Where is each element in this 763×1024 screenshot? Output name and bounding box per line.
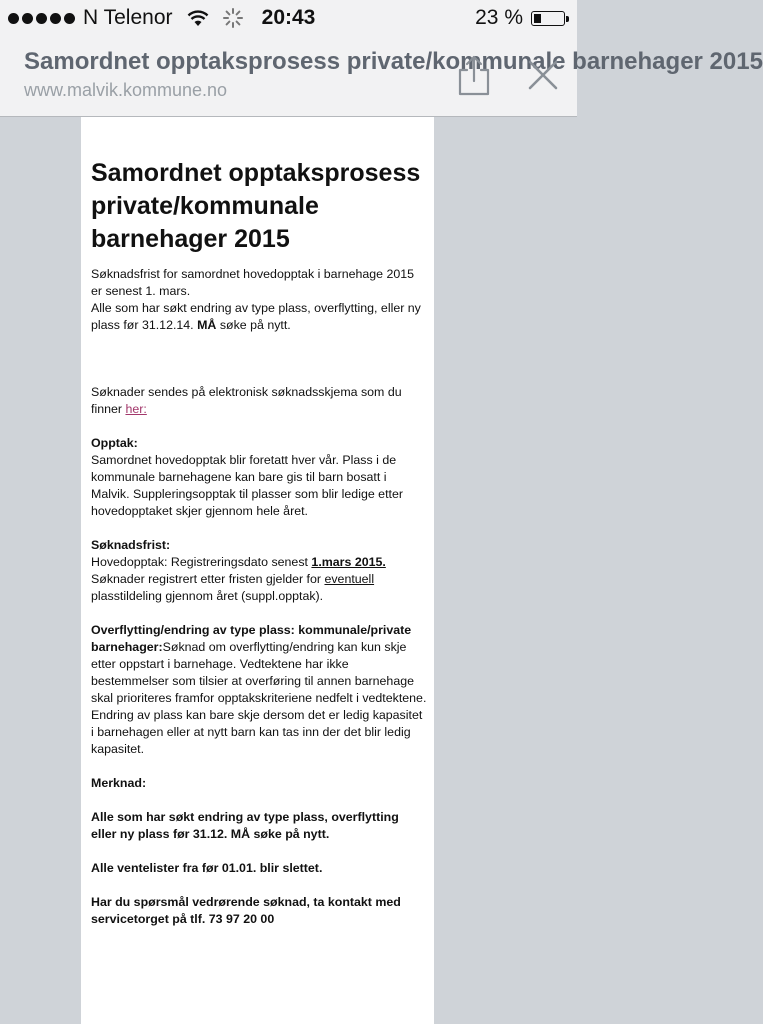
- intro-line-2-end: søke på nytt.: [219, 318, 291, 332]
- page-content: [81, 117, 434, 1024]
- frist-eventuell: eventuell: [324, 572, 375, 586]
- intro-line-2: Alle som har søkt endring av type plass, overflytting, eller ny plass før 31.12.14.: [91, 301, 421, 332]
- apply-text: Søknader sendes på elektronisk søknadsskjema som du finner: [91, 385, 402, 416]
- overflytting-text: Søknad om overflytting/endring kan kun skje etter oppstart i barnehage. Vedtektene har ikke bestemmelser som tilsier at overføring til annen barnehage skal prioriteres framfor opptakskriteriene nedfelt i vedtektene.: [91, 640, 427, 705]
- endring-text: Endring av plass kan bare skje dersom det er ledig kapasitet i barnehagen eller at nytt barn kan tas inn der det blir ledig kapasitet.: [91, 708, 423, 756]
- opptak-text: Samordnet hovedopptak blir foretatt hver vår. Plass i de kommunale barnehagene kan bare gis til barn bosatt i Malvik. Suppleringsopptak til plasser som blir ledige etter hovedopptaket skjer gjennom hele året.: [91, 453, 403, 518]
- status-bar: [0, 0, 577, 36]
- frist-text-2: Søknader registrert etter fristen gjelder for: [91, 572, 322, 586]
- article-heading: Samordnet opptaksprosess private/kommunale barnehager 2015: [91, 159, 421, 253]
- frist-text: Hovedopptak: Registreringsdato senest: [91, 555, 308, 569]
- merknad-heading: Merknad:: [91, 776, 147, 790]
- merknad-notice-1: Alle som har søkt endring av type plass, overflytting eller ny plass før 31.12. MÅ søke på nytt.: [91, 810, 399, 841]
- apply-paragraph: [91, 384, 427, 418]
- intro-emphasis: MÅ: [197, 318, 217, 332]
- frist-heading: Søknadsfrist:: [91, 538, 171, 552]
- close-icon[interactable]: [526, 58, 560, 92]
- page-url[interactable]: www.malvik.kommune.no: [24, 80, 228, 100]
- page-title[interactable]: Samordnet opptaksprosess private/kommunale barnehager 2015: [24, 48, 763, 75]
- merknad-notice-2: Alle ventelister fra før 01.01. blir slettet.: [91, 861, 323, 875]
- clock: 20:43: [261, 6, 316, 29]
- merknad-contact: Har du spørsmål vedrørende søknad, ta kontakt med servicetorget på tlf. 73 97 20 00: [91, 895, 401, 926]
- opptak-heading: Opptak:: [91, 436, 138, 450]
- application-form-link[interactable]: her:: [125, 402, 147, 416]
- intro-line-1: Søknadsfrist for samordnet hovedopptak i barnehage 2015 er senest 1. mars.: [91, 267, 415, 298]
- overflytting-paragraph: [91, 622, 427, 707]
- overflytting-heading: Overflytting/endring av type plass: kommunale/private barnehager:: [91, 623, 412, 654]
- carrier-name: N Telenor: [83, 6, 173, 29]
- battery-icon: [531, 11, 565, 26]
- battery-percentage: 23 %: [475, 6, 523, 29]
- frist-date: 1.mars 2015.: [311, 555, 386, 569]
- intro-text: [91, 266, 427, 300]
- frist-paragraph: [91, 554, 427, 605]
- intro-notice: [91, 300, 427, 334]
- share-icon[interactable]: [455, 54, 493, 96]
- frist-text-3: plasstildeling gjennom året (suppl.opptak).: [91, 589, 324, 603]
- browser-address-bar[interactable]: [0, 36, 763, 117]
